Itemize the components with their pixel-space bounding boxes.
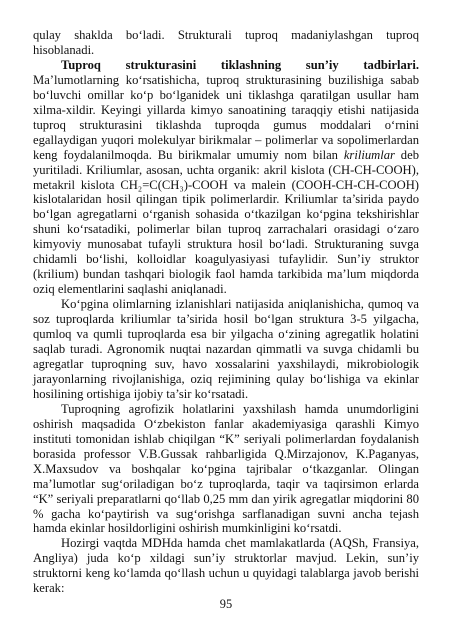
page-number: 95 (219, 597, 233, 611)
paragraph-5 (33, 536, 419, 596)
text-run: Tuproqning agrofizik holatlarini yaxshilash hamda unumdorligini oshirish maqsadida O‘zbekiston fanlar akademiyasiga qarashli Kimyo instituti tomonidan ishlab chiqilgan “K” seriyali polimerlardan foydalanish borasida professor V.B.Gussak rahbarligida Q.Mirzajonov, K.Paganyas, X.Maxsudov va boshqalar ko‘pgina tajribalar o‘tkazganlar. Olingan ma’lumotlar sug‘oriladigan bo‘z tuproqlarda, taqir va taqirsimon erlarda “K” seriyali preparatlarni qo‘llab 0,25 mm dan yirik agregatlar miqdorini 80 % gacha ko‘paytirish va sug‘orishga sarflanadigan suvni ancha tejash hamda ekinlar hosildorligini oshirish mumkinligini ko‘rsatdi. (33, 401, 419, 536)
paragraph-4 (33, 402, 419, 537)
text-run: qulay shaklda bo‘ladi. Strukturali tuproq madaniylashgan tuproq hisoblanadi. (33, 28, 419, 57)
text-run: Ko‘pgina olimlarning izlanishlari natijasida aniqlanishicha, qumoq va soz tuproqlarda kriliumlar ta’sirida hosil bo‘lgan struktura 3-5 yilgacha, qumloq va qumli tuproqlarda esa bir yilgacha o‘zining agregatlik holatini saqlab turadi. Agronomik nuqtai nazardan qimmatli va suvga chidamli bu agregatlar tuproqning suv, havo xossalarini yaxshilaydi, mikrobiologik jarayonlarning rivojlanishiga, oziq rejimining qulay bo‘lishiga va ekinlar hosilining ortishiga ijobiy ta’sir ko‘rsatadi. (33, 297, 419, 401)
text-run: Hozirgi vaqtda MDHda hamda chet mamlakatlarda (AQSh, Fransiya, Angliya) juda ko‘p xildagi sun’iy struktorlar mavjud. Lekin, sun’iy struktorni keng ko‘lamda qo‘llash uchun u quyidagi talablarga javob berishi kerak: (33, 536, 419, 596)
paragraph-3 (33, 297, 419, 402)
text-run: Ma’lumotlarning ko‘rsatishicha, tuproq strukturasining buzilishiga sabab bo‘luvchi omillar ko‘p bo‘lganidek uni tiklashga qaratilgan usullar ham xilma-xildir. Keyingi yillarda kimyo sanoatining taraqqiy etishi natijasida tuproq strukturasini tiklashda tuproqda gumus moddalari o‘rnini egallaydigan yuqori molekulyar birikmalar – polimerlar va sopolimerlardan keng foydalanilmoqda. Bu birikmalar umumiy nom bilan (33, 72, 419, 162)
paragraph-2 (33, 58, 419, 297)
section-heading: Tuproq strukturasini tiklashning sun’iy tadbirlari. (61, 57, 419, 72)
paragraph-1 (33, 28, 419, 58)
text-run: deb yuritiladi. Kriliumlar, asosan, uchta organik: akril kislota (CH-CH-COOH), metakril kislota CH₂=C(CH₃)-COOH va malein (COOH-CH-CH-COOH) kislotalaridan hosil qilingan tipik polimerlardir. Kriliumlar ta’sirida paydo bo‘lgan agregatlarni o‘rganish sohasida o‘tkazilgan ko‘pgina tekshirishlar shuni ko‘rsatadiki, polimerlar bilan tuproq zarrachalari orasidagi o‘zaro kimyoviy munosabat tufayli struktura hosil bo‘ladi. Strukturaning suvga chidamli bo‘lishi, kolloidlar koagulyasiyasi tufaylidir. Sun’iy struktor (krilium) bundan tashqari biologik faol hamda tarkibida ma’lum miqdorda oziq elementlarini saqlashi aniqlanadi. (33, 147, 419, 297)
term-kriliumlar: kriliumlar (343, 147, 395, 162)
page-body (33, 28, 419, 596)
